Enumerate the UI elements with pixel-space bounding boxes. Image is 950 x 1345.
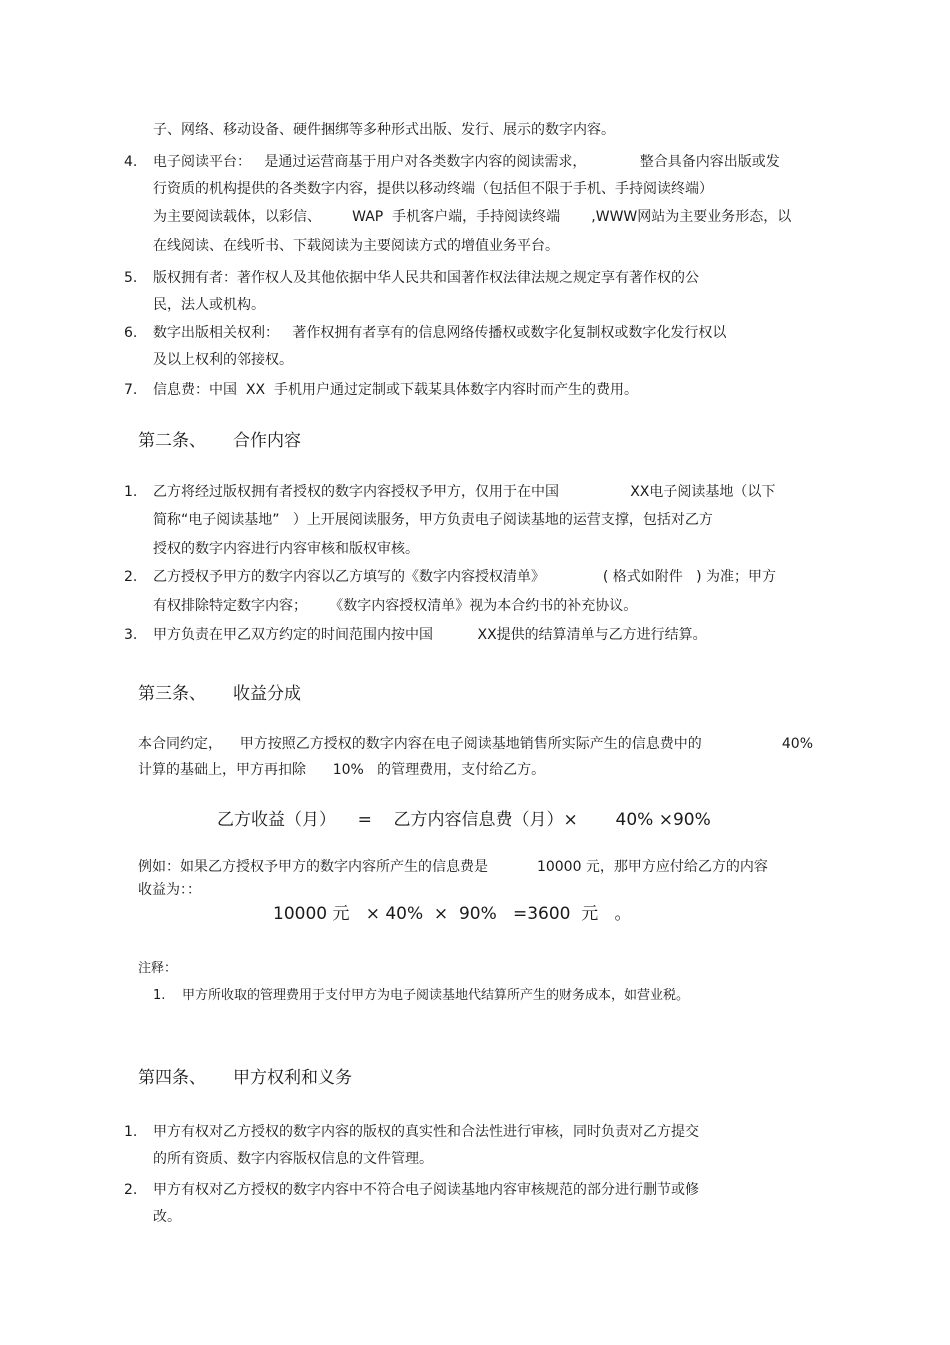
note1-text: 甲方所收取的管理费用于支付甲方为电子阅读基地代结算所产生的财务成本，如营业税。 xyxy=(182,988,690,1003)
item4-number: 4. xyxy=(124,154,138,170)
item4-line2: 行资质的机构提供的各类数字内容，提供以移动终端（包括但不限于手机、手持阅读终端） xyxy=(153,181,713,197)
a2-item1-line2: 简称“电子阅读基地” ）上开展阅读服务，甲方负责电子阅读基地的运营支撑，包括对乙方 xyxy=(153,512,713,528)
item5-number: 5. xyxy=(124,270,138,286)
item3-continuation: 子、网络、移动设备、硬件捆绑等多种形式出版、发行、展示的数字内容。 xyxy=(153,122,615,138)
example-line2: 收益为：： xyxy=(138,882,201,898)
a3-paragraph-line1: 本合同约定， 甲方按照乙方授权的数字内容在电子阅读基地销售所实际产生的信息费中的 40% xyxy=(138,736,814,752)
item6-number: 6. xyxy=(124,325,138,341)
note-label: 注释： xyxy=(138,961,178,976)
a2-item2-line2: 有权排除特定数字内容； 《数字内容授权清单》视为本合约书的补充协议。 xyxy=(153,598,638,614)
example-line1: 例如：如果乙方授权予甲方的数字内容所产生的信息费是 10000 元，那甲方应付给乙方的内容 xyxy=(138,859,768,875)
item4-line1: 电子阅读平台： 是通过运营商基于用户对各类数字内容的阅读需求， 整合具备内容出版或发 xyxy=(153,154,780,170)
item6-line1: 数字出版相关权利： 著作权拥有者享有的信息网络传播权或数字化复制权或数字化发行权以 xyxy=(153,325,727,341)
a2-item3-line1: 甲方负责在甲乙双方约定的时间范围内按中国 XX提供的结算清单与乙方进行结算。 xyxy=(153,627,707,643)
a2-item2-number: 2. xyxy=(124,569,138,585)
example-calculation: 10000 元 × 40% × 90% =3600 元 。 xyxy=(273,904,632,924)
article3-heading: 第三条、 收益分成 xyxy=(138,684,302,704)
item7-number: 7. xyxy=(124,382,138,398)
item5-line1: 版权拥有者：著作权人及其他依据中华人民共和国著作权法律法规之规定享有著作权的公 xyxy=(153,270,699,286)
a4-item1-line1: 甲方有权对乙方授权的数字内容的版权的真实性和合法性进行审核，同时负责对乙方提交 xyxy=(153,1124,699,1140)
a2-item1-number: 1. xyxy=(124,484,138,500)
item4-line4: 在线阅读、在线听书、下载阅读为主要阅读方式的增值业务平台。 xyxy=(153,238,559,254)
article2-heading: 第二条、 合作内容 xyxy=(138,431,302,451)
a4-item2-number: 2. xyxy=(124,1182,138,1198)
note1-number: 1. xyxy=(153,988,166,1003)
a4-item1-line2: 的所有资质、数字内容版权信息的文件管理。 xyxy=(153,1151,433,1167)
a2-item1-line3: 授权的数字内容进行内容审核和版权审核。 xyxy=(153,541,419,557)
item7-line1: 信息费：中国 XX 手机用户通过定制或下载某具体数字内容时而产生的费用。 xyxy=(153,382,638,398)
a4-item2-line2: 改。 xyxy=(153,1209,181,1225)
item4-line3: 为主要阅读载体，以彩信、 WAP 手机客户端，手持阅读终端 ,WWW网站为主要业务形态，以 xyxy=(153,209,792,225)
item5-line2: 民，法人或机构。 xyxy=(153,297,265,313)
a2-item2-line1: 乙方授权予甲方的数字内容以乙方填写的《数字内容授权清单》 ( 格式如附件 ) 为准；甲方 xyxy=(153,569,777,585)
a3-paragraph-line2: 计算的基础上，甲方再扣除 10% 的管理费用，支付给乙方。 xyxy=(138,762,546,778)
item6-line2: 及以上权利的邻接权。 xyxy=(153,352,293,368)
a2-item3-number: 3. xyxy=(124,627,138,643)
a2-item1-line1: 乙方将经过版权拥有者授权的数字内容授权予甲方，仅用于在中国 XX电子阅读基地（以下 xyxy=(153,484,776,500)
article4-heading: 第四条、 甲方权利和义务 xyxy=(138,1068,353,1088)
revenue-formula: 乙方收益（月） = 乙方内容信息费（月）× 40% ×90% xyxy=(217,810,711,830)
a4-item1-number: 1. xyxy=(124,1124,138,1140)
a4-item2-line1: 甲方有权对乙方授权的数字内容中不符合电子阅读基地内容审核规范的部分进行删节或修 xyxy=(153,1182,699,1198)
